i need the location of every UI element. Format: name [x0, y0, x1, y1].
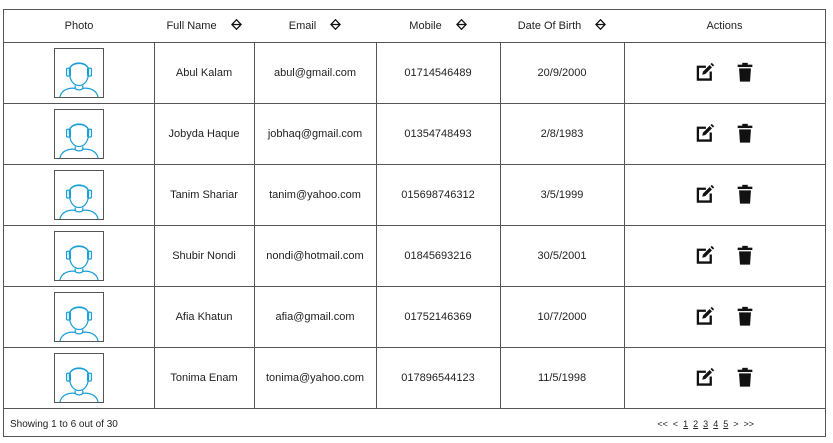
first-page-button[interactable]: <<: [657, 419, 668, 429]
mobile-cell: 01354748493: [376, 104, 500, 165]
photo-cell: [4, 348, 154, 409]
prev-page-button[interactable]: <: [672, 419, 679, 429]
dob-cell: 2/8/1983: [500, 104, 624, 165]
email-cell: jobhaq@gmail.com: [254, 104, 376, 165]
last-page-button[interactable]: >>: [743, 419, 754, 429]
table-header-row: [4, 10, 825, 43]
dob-cell: 10/7/2000: [500, 287, 624, 348]
actions-cell: [624, 348, 825, 409]
next-page-button[interactable]: >: [733, 419, 739, 429]
actions-cell: [624, 287, 825, 348]
table-row: [4, 287, 825, 348]
column-header[interactable]: [154, 10, 254, 43]
pagination: [657, 419, 754, 429]
user-avatar-icon: [54, 231, 104, 281]
name-cell: Jobyda Haque: [154, 104, 254, 165]
edit-icon[interactable]: [694, 243, 716, 270]
column-header: [4, 10, 154, 43]
trash-icon[interactable]: [734, 243, 756, 270]
photo-cell: [4, 43, 154, 104]
user-table-panel: [3, 9, 826, 437]
actions-cell: [624, 226, 825, 287]
column-header-label: Date Of Birth: [517, 20, 582, 32]
dob-cell: 20/9/2000: [500, 43, 624, 104]
showing-count: Showing 1 to 6 out of 30: [10, 418, 118, 430]
column-header-label: Full Name: [166, 20, 217, 32]
name-cell: Shubir Nondi: [154, 226, 254, 287]
user-table: [4, 10, 825, 409]
user-avatar-icon: [54, 292, 104, 342]
table-body: [4, 43, 825, 409]
name-cell: Tanim Shariar: [154, 165, 254, 226]
table-row: [4, 226, 825, 287]
table-row: [4, 43, 825, 104]
dob-cell: 3/5/1999: [500, 165, 624, 226]
page-link[interactable]: 5: [723, 419, 729, 429]
actions-cell: [624, 104, 825, 165]
sort-icon[interactable]: [231, 19, 242, 33]
mobile-cell: 01714546489: [376, 43, 500, 104]
dob-cell: 30/5/2001: [500, 226, 624, 287]
email-cell: afia@gmail.com: [254, 287, 376, 348]
column-header-label: Photo: [64, 20, 94, 32]
user-avatar-icon: [54, 170, 104, 220]
user-avatar-icon: [54, 48, 104, 98]
email-cell: nondi@hotmail.com: [254, 226, 376, 287]
trash-icon[interactable]: [734, 365, 756, 392]
table-row: [4, 165, 825, 226]
photo-cell: [4, 226, 154, 287]
name-cell: Abul Kalam: [154, 43, 254, 104]
column-header[interactable]: [500, 10, 624, 43]
page-link[interactable]: 4: [713, 419, 719, 429]
edit-icon[interactable]: [694, 60, 716, 87]
dob-cell: 11/5/1998: [500, 348, 624, 409]
column-header[interactable]: [376, 10, 500, 43]
user-avatar-icon: [54, 109, 104, 159]
table-footer: [4, 412, 825, 436]
actions-cell: [624, 43, 825, 104]
page-link[interactable]: 2: [693, 419, 699, 429]
column-header: [624, 10, 825, 43]
name-cell: Tonima Enam: [154, 348, 254, 409]
edit-icon[interactable]: [694, 304, 716, 331]
edit-icon[interactable]: [694, 365, 716, 392]
page-link[interactable]: 3: [703, 419, 709, 429]
actions-cell: [624, 165, 825, 226]
photo-cell: [4, 165, 154, 226]
column-header-label: Actions: [706, 20, 743, 32]
sort-icon[interactable]: [595, 19, 606, 33]
user-avatar-icon: [54, 353, 104, 403]
email-cell: abul@gmail.com: [254, 43, 376, 104]
column-header[interactable]: [254, 10, 376, 43]
column-header-label: Email: [288, 20, 317, 32]
edit-icon[interactable]: [694, 121, 716, 148]
name-cell: Afia Khatun: [154, 287, 254, 348]
trash-icon[interactable]: [734, 60, 756, 87]
mobile-cell: 01845693216: [376, 226, 500, 287]
table-row: [4, 348, 825, 409]
sort-icon[interactable]: [456, 19, 467, 33]
mobile-cell: 017896544123: [376, 348, 500, 409]
photo-cell: [4, 287, 154, 348]
mobile-cell: 015698746312: [376, 165, 500, 226]
email-cell: tonima@yahoo.com: [254, 348, 376, 409]
table-row: [4, 104, 825, 165]
photo-cell: [4, 104, 154, 165]
sort-icon[interactable]: [330, 19, 341, 33]
mobile-cell: 01752146369: [376, 287, 500, 348]
trash-icon[interactable]: [734, 182, 756, 209]
email-cell: tanim@yahoo.com: [254, 165, 376, 226]
trash-icon[interactable]: [734, 304, 756, 331]
edit-icon[interactable]: [694, 182, 716, 209]
page-link[interactable]: 1: [683, 419, 689, 429]
trash-icon[interactable]: [734, 121, 756, 148]
column-header-label: Mobile: [409, 20, 442, 32]
